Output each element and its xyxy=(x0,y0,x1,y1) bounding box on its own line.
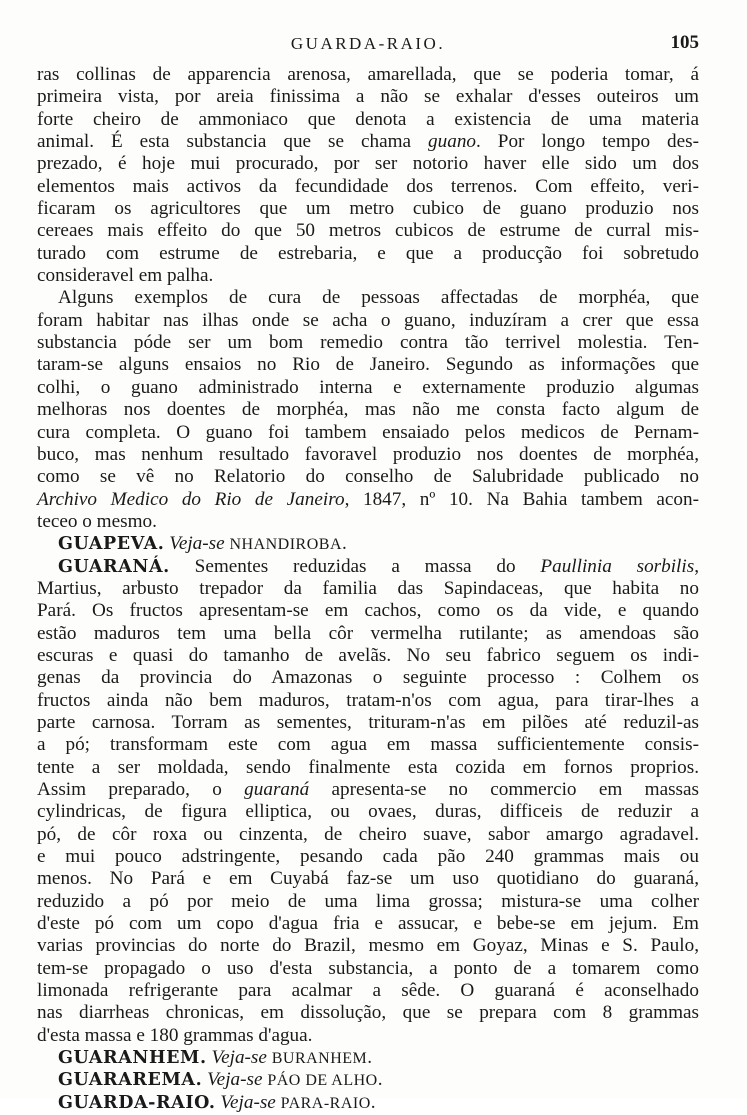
text-line: melhoras nos doentes de morphéa, mas não me consta facto algum de xyxy=(37,399,699,421)
text-line: primeira vista, por areia finissima a não se exhalar d'esses outeiros um xyxy=(37,86,699,108)
text-line: buco, mas nenhum resultado favoravel produzio nos doentes de morphéa, xyxy=(37,443,699,465)
entry-guarana: GUARANÁ. Sementes reduzidas a massa do Paullinia sorbilis, xyxy=(58,555,699,577)
text-line: elementos mais activos da fecundidade dos terrenos. Com effeito, veri- xyxy=(37,175,699,197)
text-line: consideravel em palha. xyxy=(37,265,214,287)
text-line: tem-se propagado o uso d'esta substancia, a ponto de a tomarem como xyxy=(37,957,699,979)
text-line: ras collinas de apparencia arenosa, amarellada, que se poderia tomar, á xyxy=(37,64,699,85)
text-line: animal. É esta substancia que se chama guano. Por longo tempo des- xyxy=(37,131,699,153)
text-line: Assim preparado, o guaraná apresenta-se no commercio em massas xyxy=(37,779,700,800)
text-line: limonada refrigerante para acalmar a sêde. O guaraná é aconselhado xyxy=(37,980,699,1002)
entry-guaranhem: GUARANHEM. Veja-se BURANHEM. xyxy=(58,1047,373,1069)
text-line: Alguns exemplos de cura de pessoas affectadas de morphéa, que xyxy=(58,287,699,309)
page-number: 105 xyxy=(670,32,699,53)
text-line: cereaes mais effeito do que 50 metros cubicos de estrume de curral mis- xyxy=(37,220,699,242)
text-line: prezado, é hoje mui procurado, por ser notorio haver elle sido um dos xyxy=(37,153,699,175)
text-line: nas diarrheas chronicas, em dissolução, que se prepara com 8 grammas xyxy=(37,1002,699,1024)
text-line: turado com estrume de estrebaria, e que a producção foi sobretudo xyxy=(37,242,699,264)
text-line: taram-se alguns ensaios no Rio de Janeiro. Segundo as informações que xyxy=(37,354,699,376)
text-line: Martius, arbusto trepador da familia das Sapindaceas, que habita no xyxy=(37,577,699,599)
entry-guapeva: GUAPEVA. Veja-se NHANDIROBA. xyxy=(58,533,347,555)
body-text xyxy=(37,64,699,1114)
text-line: ficaram os agricultores que um metro cubico de guano produzio nos xyxy=(37,198,699,220)
running-title: GUARDA-RAIO. xyxy=(290,34,446,53)
text-line: e mui pouco adstringente, pesando cada pão 240 grammas mais ou xyxy=(37,846,699,868)
text-line: pó, de côr roxa ou cinzenta, de cheiro suave, sabor amargo agradavel. xyxy=(37,823,699,845)
entry-guarda-raio: GUARDA-RAIO. Veja-se PARA-RAIO. xyxy=(58,1091,376,1113)
text-line: cura completa. O guano foi tambem ensaiado pelos medicos de Pernam- xyxy=(37,421,699,443)
text-line: Archivo Medico do Rio de Janeiro, 1847, nº 10. Na Bahia tambem acon- xyxy=(37,488,700,510)
entry-guararema: GUARAREMA. Veja-se PÁO DE ALHO. xyxy=(58,1069,383,1091)
text-line: estão maduros tem uma bella côr vermelha rutilante; as amendoas são xyxy=(37,622,699,644)
text-line: forte cheiro de ammoniaco que denota a existencia de uma materia xyxy=(37,108,699,130)
text-line: escuras e quasi do tamanho de avelãs. No seu fabrico seguem os indi- xyxy=(37,644,699,666)
text-line: teceo o mesmo. xyxy=(37,510,157,532)
text-line: tente a ser moldada, sendo finalmente esta cozida em fornos proprios. xyxy=(37,756,699,778)
text-line: substancia póde ser um bom remedio contra tão terrivel molestia. Ten- xyxy=(37,332,699,354)
text-line: colhi, o guano administrado interna e externamente produzio algumas xyxy=(37,376,699,398)
text-line: genas da provincia do Amazonas o seguinte processo : Colhem os xyxy=(37,667,699,689)
text-line: d'esta massa e 180 grammas d'agua. xyxy=(37,1024,313,1046)
text-line: parte carnosa. Torram as sementes, trituram-n'as em pilões até reduzil-as xyxy=(37,711,699,733)
text-line: fructos ainda não bem maduros, tratam-n'os com agua, para tirar-lhes a xyxy=(37,689,699,711)
text-line: a pó; transformam este com agua em massa sufficientemente consis- xyxy=(37,734,699,756)
text-line: foram habitar nas ilhas onde se acha o guano, induzíram a crer que essa xyxy=(37,309,699,331)
text-line: cylindricas, de figura elliptica, ou ovaes, duras, difficeis de reduzir a xyxy=(37,801,699,823)
text-line: varias provincias do norte do Brazil, mesmo em Goyaz, Minas e S. Paulo, xyxy=(37,935,699,957)
text-line: Pará. Os fructos apresentam-se em cachos, como os da vide, e quando xyxy=(37,600,699,622)
text-line: d'este pó com um copo d'agua fria e assucar, e bebe-se em jejum. Em xyxy=(37,913,699,935)
text-line: menos. No Pará e em Cuyabá faz-se um uso quotidiano do guaraná, xyxy=(37,868,699,890)
text-line: como se vê no Relatorio do conselho de Salubridade publicado no xyxy=(37,466,699,488)
running-head xyxy=(37,30,699,56)
text-line: reduzido a pó por meio de uma lima grossa; mistura-se uma colher xyxy=(37,890,699,912)
